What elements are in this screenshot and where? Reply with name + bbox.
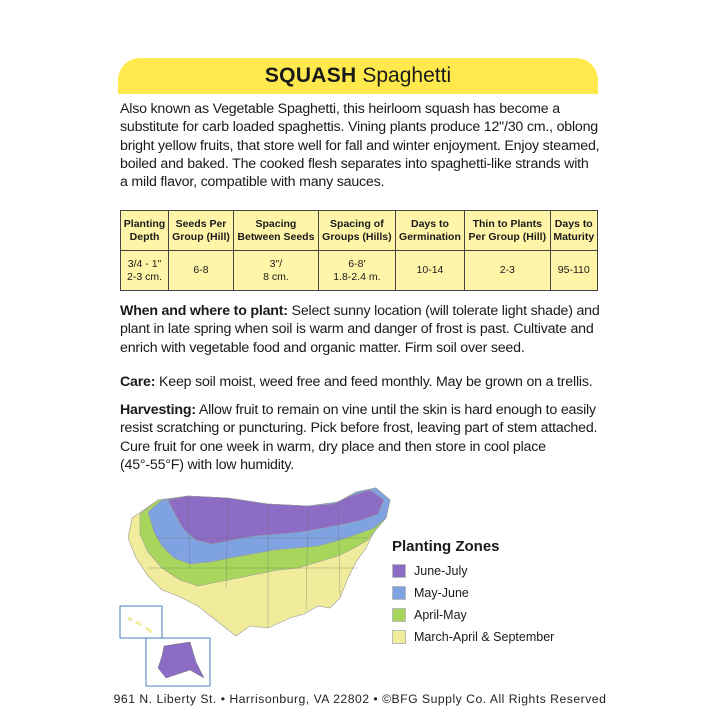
harvesting-paragraph	[120, 401, 600, 474]
td-days-germination: 10-14	[395, 251, 464, 291]
planting-zone-map	[118, 478, 414, 688]
legend-title: Planting Zones	[392, 538, 500, 555]
when-where-paragraph	[120, 302, 600, 357]
th-days-maturity: Days to Maturity	[550, 211, 597, 251]
care-text: Keep soil moist, weed free and feed monthly. May be grown on a trellis.	[155, 374, 593, 390]
footer-address: 961 N. Liberty St. • Harrisonburg, VA 22802 • ©BFG Supply Co. All Rights Reserved	[113, 692, 607, 706]
td-spacing-seeds: 3"/ 8 cm.	[233, 251, 318, 291]
legend-label: May-June	[414, 586, 469, 600]
th-planting-depth: Planting Depth	[121, 211, 169, 251]
care-label: Care:	[120, 374, 156, 390]
th-spacing-groups: Spacing of Groups (Hills)	[318, 211, 395, 251]
td-days-maturity: 95-110	[550, 251, 597, 291]
table-row	[121, 251, 598, 291]
swatch-march-april	[392, 630, 406, 644]
intro-paragraph: Also known as Vegetable Spaghetti, this heirloom squash has become a substitute for carb loaded spaghettis. Vining plants produce 12"/30 cm., oblong bright yellow fruits, that store well for fall and winter enjoyment. Enjoy steamed, boiled and baked. The cooked flesh separates into spaghetti-like strands with a mild flavor, compatible with many sauces.	[120, 101, 600, 191]
swatch-june-july	[392, 564, 406, 578]
hawaii-inset	[120, 606, 162, 638]
table-header-row	[121, 211, 598, 251]
legend-item	[392, 604, 592, 626]
legend-item	[392, 582, 592, 604]
swatch-may-june	[392, 586, 406, 600]
th-seeds-per-group: Seeds Per Group (Hill)	[169, 211, 234, 251]
td-seeds-per-group: 6-8	[169, 251, 234, 291]
th-spacing-seeds: Spacing Between Seeds	[233, 211, 318, 251]
title-variety: Spaghetti	[362, 64, 452, 87]
legend-item	[392, 560, 592, 582]
swatch-april-may	[392, 608, 406, 622]
title-banner	[118, 58, 598, 94]
harvest-text: Allow fruit to remain on vine until the skin is hard enough to easily resist scratching or puncturing. Pick before frost, leaving part of stem attached. Cure fruit for one week in warm, dry place and then store in cool place (45°-55°F) with low humidity.	[120, 402, 598, 473]
care-paragraph	[120, 373, 600, 391]
legend-label: March-April & September	[414, 630, 555, 644]
legend-label: June-July	[414, 564, 468, 578]
td-spacing-groups: 6-8' 1.8-2.4 m.	[318, 251, 395, 291]
title-crop: SQUASH	[264, 64, 357, 87]
when-text: Select sunny location (will tolerate light shade) and plant in late spring when soil is warm and danger of frost is past. Cultivate and enrich with vegetable food and organic matter. Firm soil over seed.	[120, 303, 600, 356]
when-label: When and where to plant:	[120, 303, 288, 319]
planting-zones-legend	[392, 538, 592, 648]
legend-label: April-May	[414, 608, 467, 622]
harvest-label: Harvesting:	[120, 402, 196, 418]
growing-info-table	[120, 210, 598, 291]
th-days-germination: Days to Germination	[395, 211, 464, 251]
td-planting-depth: 3/4 - 1" 2-3 cm.	[121, 251, 169, 291]
legend-item	[392, 626, 592, 648]
th-thin-to: Thin to Plants Per Group (Hill)	[465, 211, 550, 251]
td-thin-to: 2-3	[465, 251, 550, 291]
